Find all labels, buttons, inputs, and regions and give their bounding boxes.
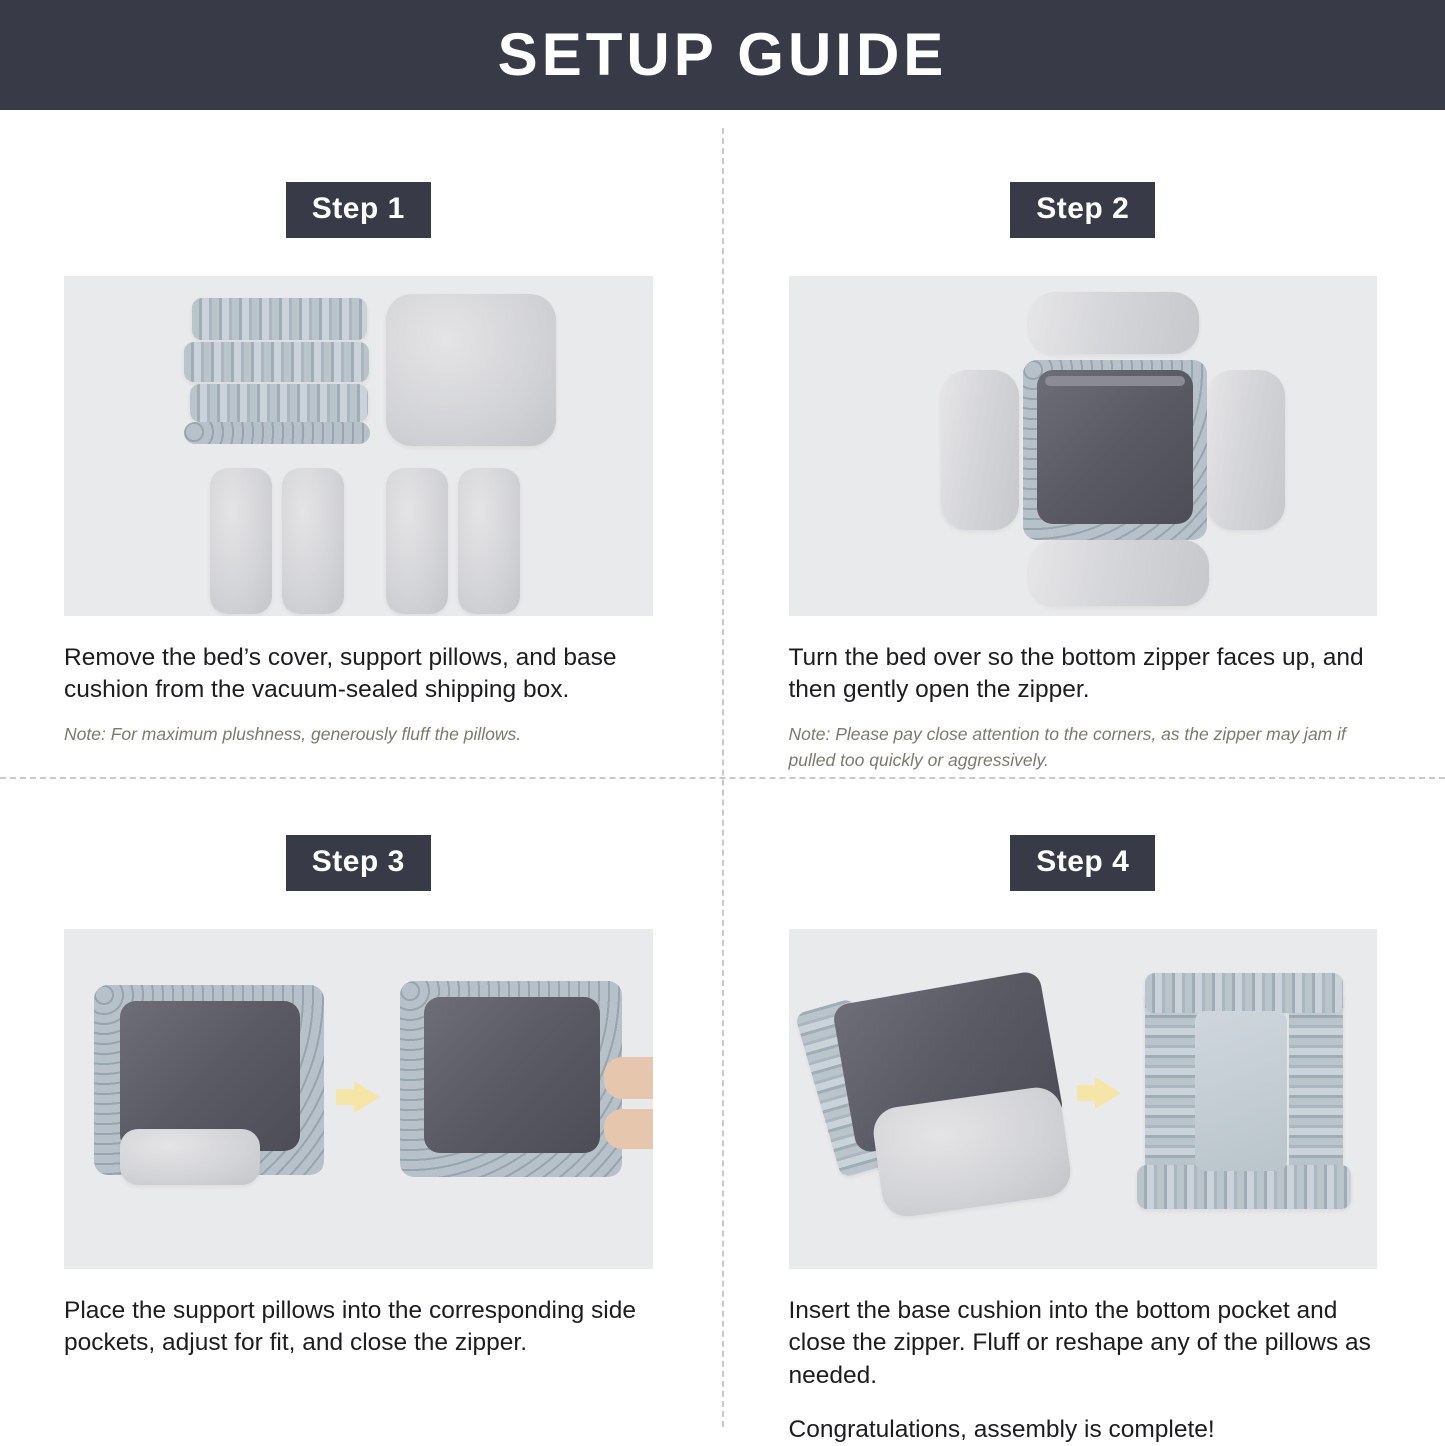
zipper-line [1045,376,1185,386]
finished-bed-right-wall [1289,989,1343,1185]
ribbed-cover-fold-3 [190,384,368,422]
support-pillow-2 [282,468,344,614]
step-4-figure [789,929,1378,1269]
step-4-caption-secondary: Congratulations, assembly is complete! [789,1414,1378,1446]
support-pillow-left [941,370,1019,530]
base-cushion [386,294,556,446]
hand-right-upper [604,1057,653,1099]
step-2-badge: Step 2 [1010,182,1155,238]
finished-bed-floor [1195,1011,1287,1171]
finished-bed-front-wall [1137,1165,1351,1209]
support-pillow-bottom [1029,540,1209,606]
support-pillow-3 [386,468,448,614]
step-3-badge-row [64,835,653,891]
progress-arrow-2 [1077,1077,1121,1109]
pompom-trim [184,422,370,444]
progress-arrow-1 [336,1081,380,1113]
step-1-badge: Step 1 [286,182,431,238]
step-3-figure [64,929,653,1269]
support-pillow-being-inserted [120,1129,260,1185]
step-1-figure [64,276,653,616]
step-3-badge: Step 3 [286,835,431,891]
step-4-badge-row [789,835,1378,891]
step-1-badge-row [64,182,653,238]
arrow-head-2 [1095,1077,1121,1109]
step-3-caption: Place the support pillows into the corresponding side pockets, adjust for fit, and close the zipper. [64,1295,653,1360]
step-2-badge-row [789,182,1378,238]
step-2-note: Note: Please pay close attention to the corners, as the zipper may jam if pulled too quickly or aggressively. [789,721,1378,774]
arrow-stem-1 [336,1089,354,1105]
step-1-note: Note: For maximum plushness, generously fluff the pillows. [64,721,653,747]
ribbed-cover-fold-2 [184,342,369,382]
bed-interior-right [424,997,600,1153]
support-pillow-1 [210,468,272,614]
ribbed-cover-fold-1 [192,298,367,340]
step-1-cell [0,110,723,773]
finished-bed-back-wall [1145,973,1343,1013]
step-2-cell [723,110,1445,773]
hand-right-lower [604,1109,653,1149]
steps-grid [0,110,1445,1445]
support-pillow-top [1029,292,1199,354]
step-2-figure [789,276,1378,616]
support-pillow-4 [458,468,520,614]
step-1-caption: Remove the bed’s cover, support pillows, and base cushion from the vacuum-sealed shipping box. [64,642,653,707]
support-pillow-right [1207,370,1285,530]
arrow-stem-2 [1077,1085,1095,1101]
page-title: SETUP GUIDE [498,25,948,85]
page-header [0,0,1445,110]
finished-bed-left-wall [1145,989,1199,1185]
arrow-head-1 [354,1081,380,1113]
step-4-cell [723,773,1445,1446]
step-4-caption: Insert the base cushion into the bottom pocket and close the zipper. Fluff or reshape any of the pillows as needed. [789,1295,1378,1392]
step-4-badge: Step 4 [1010,835,1155,891]
step-2-caption: Turn the bed over so the bottom zipper faces up, and then gently open the zipper. [789,642,1378,707]
step-3-cell [0,773,723,1446]
bed-bottom-zipper-panel [1037,370,1193,524]
